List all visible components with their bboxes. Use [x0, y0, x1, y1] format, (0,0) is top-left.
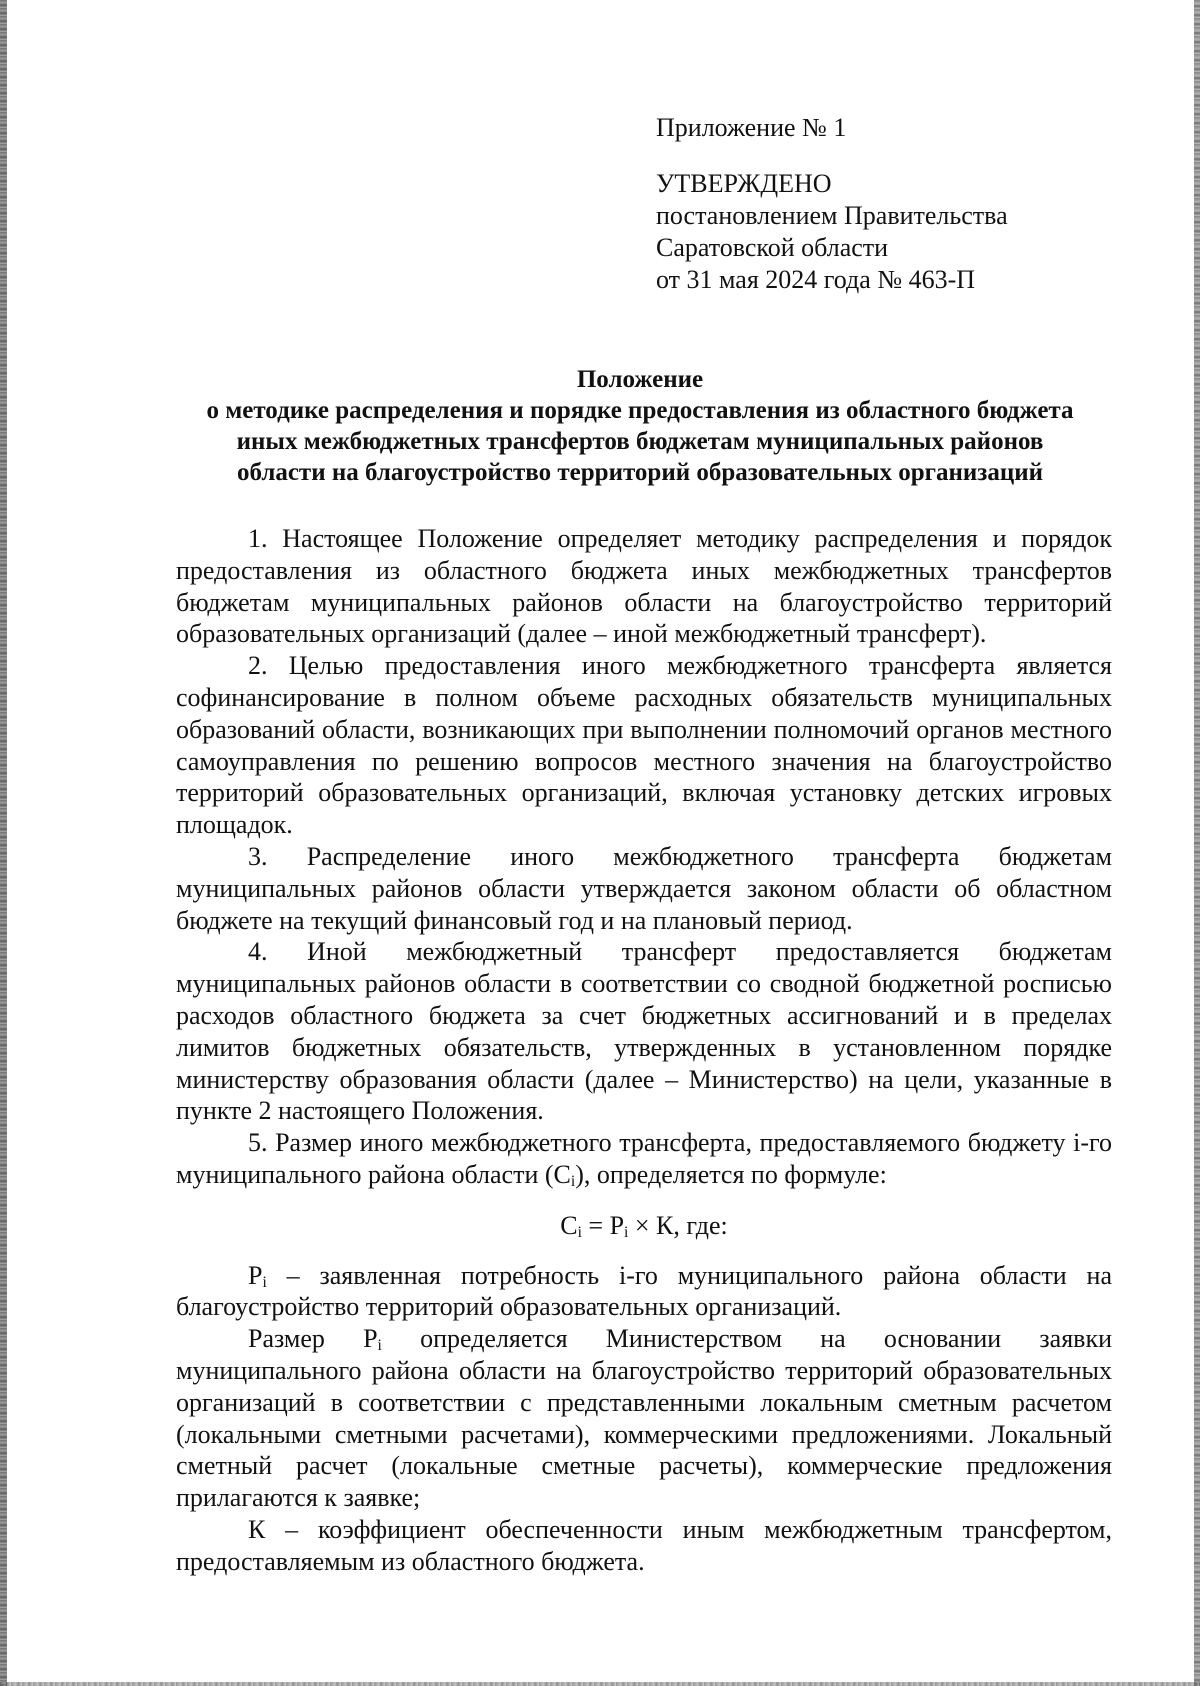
- title-line-4: области на благоустройство территорий образовательных организаций: [236, 459, 1044, 486]
- approval-block: [656, 112, 1136, 296]
- paragraph-8: К – коэффициент обеспеченности иным межбюджетным трансфертом, предоставляемым из областного бюджета.: [176, 1514, 1112, 1576]
- paragraph-7: [176, 1323, 1112, 1514]
- approved-date-line: от 31 мая 2024 года № 463-П: [656, 265, 976, 294]
- formula-rest: × К, где:: [628, 1210, 728, 1240]
- approved-region-line: Саратовской области: [656, 233, 889, 262]
- paragraph-7-head: Размер P: [248, 1324, 378, 1354]
- paragraph-5-subscript: i: [570, 1172, 576, 1190]
- paragraph-3: 3. Распределение иного межбюджетного трансферта бюджетам муниципальных районов области утверждается законом области об областном бюджете на текущий финансовый год и на плановый период.: [176, 841, 1112, 935]
- formula-p-subscript: i: [624, 1223, 629, 1241]
- scan-edge-left: [0, 0, 7, 1686]
- paragraph-7-subscript: i: [377, 1337, 382, 1355]
- paragraph-1: 1. Настоящее Положение определяет методику распределения и порядок предоставления из областного бюджета иных межбюджетных трансфертов бюджетам муниципальных районов области на благоустройство территорий образовательных организаций (далее – иной межбюджетный трансферт).: [176, 524, 1112, 649]
- paragraph-7-text: определяется Министерством на основании заявки муниципального района области на благоустройство территорий образовательных организаций в соответствии с представленными локальным сметным расчетом (локальными сметными расчетами), коммерческими предложениями. Локальный сметный расчет (локальные сметные расчеты), коммерческие предложения прилагаются к заявке;: [176, 1324, 1112, 1513]
- paragraph-5: [176, 1127, 1112, 1191]
- scan-edge-bottom: [0, 1682, 1200, 1686]
- paragraph-6-text: – заявленная потребность i-го муниципального района области на благоустройство территорий образовательных организаций.: [176, 1260, 1112, 1322]
- paragraph-2: 2. Целью предоставления иного межбюджетного трансферта является софинансирование в полном объеме расходных обязательств муниципальных образований области, возникающих при выполнении полномочий органов местного самоуправления по решению вопросов местного значения на благоустройство территорий образовательных организаций, включая установку детских игровых площадок.: [176, 651, 1112, 840]
- title-line-3: иных межбюджетных трансфертов бюджетам муниципальных районов: [236, 428, 1044, 455]
- paragraph-5-text: 5. Размер иного межбюджетного трансферта, предоставляемого бюджету i-го муниципального района области (C: [176, 1128, 1112, 1189]
- scan-edge-right: [1194, 0, 1200, 1686]
- document-body: [176, 523, 1112, 1578]
- title-line-2: о методике распределения и порядке предоставления из областного бюджета: [206, 397, 1074, 424]
- paragraph-4: 4. Иной межбюджетный трансферт предоставляется бюджетам муниципальных районов области в соответствии со сводной бюджетной росписью расходов областного бюджета за счет бюджетных ассигнований и в пределах лимитов бюджетных обязательств, утвержденных в установленном порядке министерству образования области (далее – Министерство) на цели, указанные в пункте 2 настоящего Положения.: [176, 937, 1112, 1126]
- formula-p: P: [609, 1210, 625, 1240]
- paragraph-6-var: P: [248, 1260, 263, 1290]
- paragraph-5-tail: ), определяется по формуле:: [575, 1159, 887, 1189]
- approved-label: УТВЕРЖДЕНО: [656, 169, 832, 198]
- formula-c-subscript: i: [577, 1223, 582, 1241]
- approved-by-line: постановлением Правительства: [656, 201, 1008, 230]
- formula-equals: =: [581, 1210, 610, 1240]
- paragraph-6: [176, 1260, 1112, 1324]
- appendix-number: Приложение № 1: [656, 113, 847, 142]
- formula: [176, 1210, 1112, 1242]
- paragraph-6-subscript: i: [262, 1273, 267, 1291]
- title-line-1: Положение: [576, 366, 704, 393]
- formula-c: C: [560, 1210, 578, 1240]
- document-title: [160, 364, 1120, 488]
